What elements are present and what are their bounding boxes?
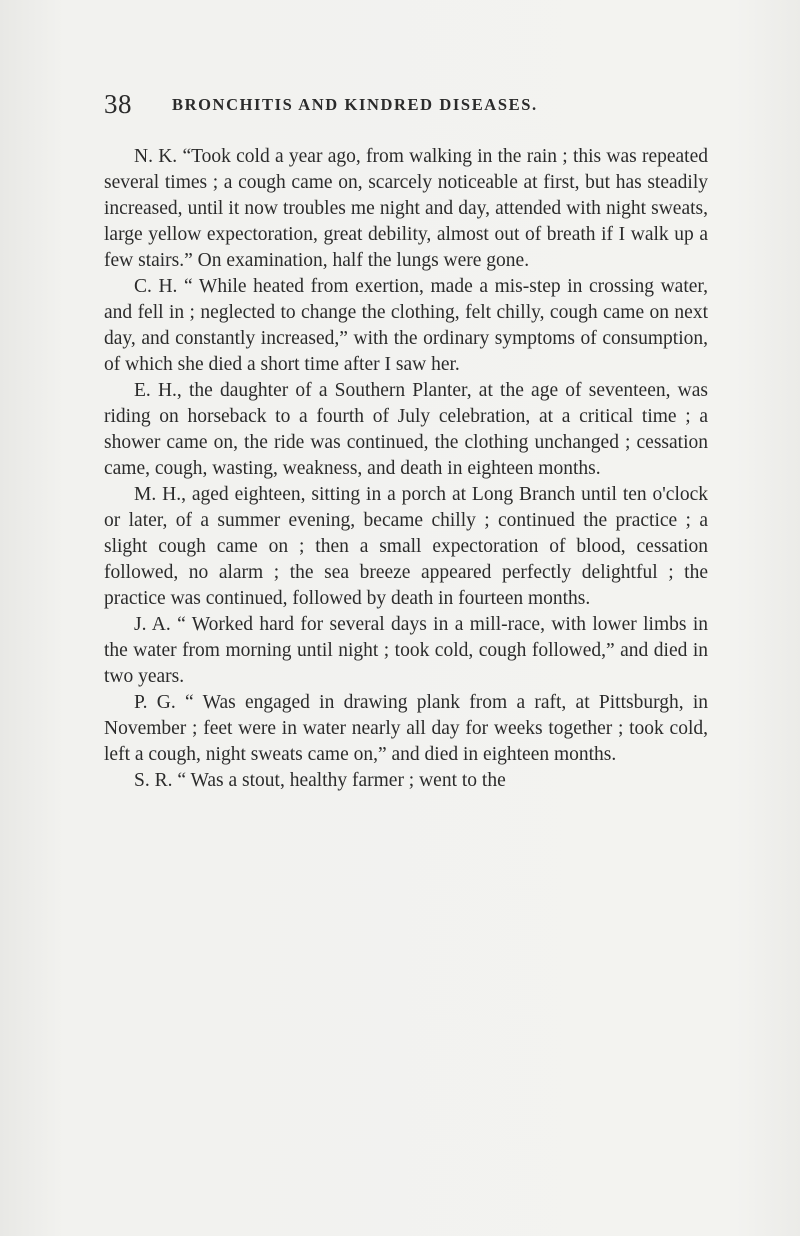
case-paragraph <box>104 690 708 768</box>
running-title: BRONCHITIS AND KINDRED DISEASES. <box>172 95 538 114</box>
case-text: “ While heated from exertion, made a mis-step in crossing water, and fell in ; neglected to change the clothing, felt chilly, cough came on next day, and constantly increased,” with the ordinary symptoms of consumption, of which she died a short time after I saw her. <box>104 276 708 375</box>
case-initials: C. H. <box>134 276 178 297</box>
case-text: “ Was engaged in drawing plank from a raft, at Pittsburgh, in November ; feet were in water nearly all day for weeks together ; took cold, left a cough, night sweats came on,” and died in eighteen months. <box>104 692 709 765</box>
case-paragraph <box>104 612 708 690</box>
case-text: aged eighteen, sitting in a porch at Long Branch until ten o'clock or later, of a summer evening, became chilly ; continued the practice ; a slight cough came on ; then a small expectoration of blood, cessation followed, no alarm ; the sea breeze appeared perfectly delightful ; the practice was continued, followed by death in fourteen months. <box>104 484 709 609</box>
case-initials: P. G. <box>134 692 176 713</box>
case-initials: J. A. <box>134 614 171 635</box>
case-initials: E. H., <box>134 380 182 401</box>
case-paragraph <box>104 144 708 274</box>
case-initials: S. R. <box>134 770 173 791</box>
body-text <box>104 144 708 794</box>
case-paragraph <box>104 768 708 794</box>
case-initials: N. K. <box>134 146 178 167</box>
case-text: “Took cold a year ago, from walking in the rain ; this was repeated several times ; a cough came on, scarcely noticeable at first, but has steadily increased, until it now troubles me night and day, attended with night sweats, large yellow expectoration, great debility, almost out of breath if I walk up a few stairs.” On examination, half the lungs were gone. <box>104 146 708 271</box>
case-paragraph <box>104 378 708 482</box>
case-paragraph <box>104 482 708 612</box>
running-head <box>104 90 704 118</box>
case-text: the daughter of a Southern Planter, at the age of seventeen, was riding on horseback to a fourth of July celebration, at a critical time ; a shower came on, the ride was continued, the clothing unchanged ; cessation came, cough, wasting, weakness, and death in eighteen months. <box>104 380 708 479</box>
page-number: 38 <box>104 89 132 119</box>
case-text: “ Worked hard for several days in a mill-race, with lower limbs in the water from morning until night ; took cold, cough followed,” and died in two years. <box>104 614 708 687</box>
case-paragraph <box>104 274 708 378</box>
case-text: “ Was a stout, healthy farmer ; went to the <box>177 770 506 791</box>
case-initials: M. H., <box>134 484 186 505</box>
